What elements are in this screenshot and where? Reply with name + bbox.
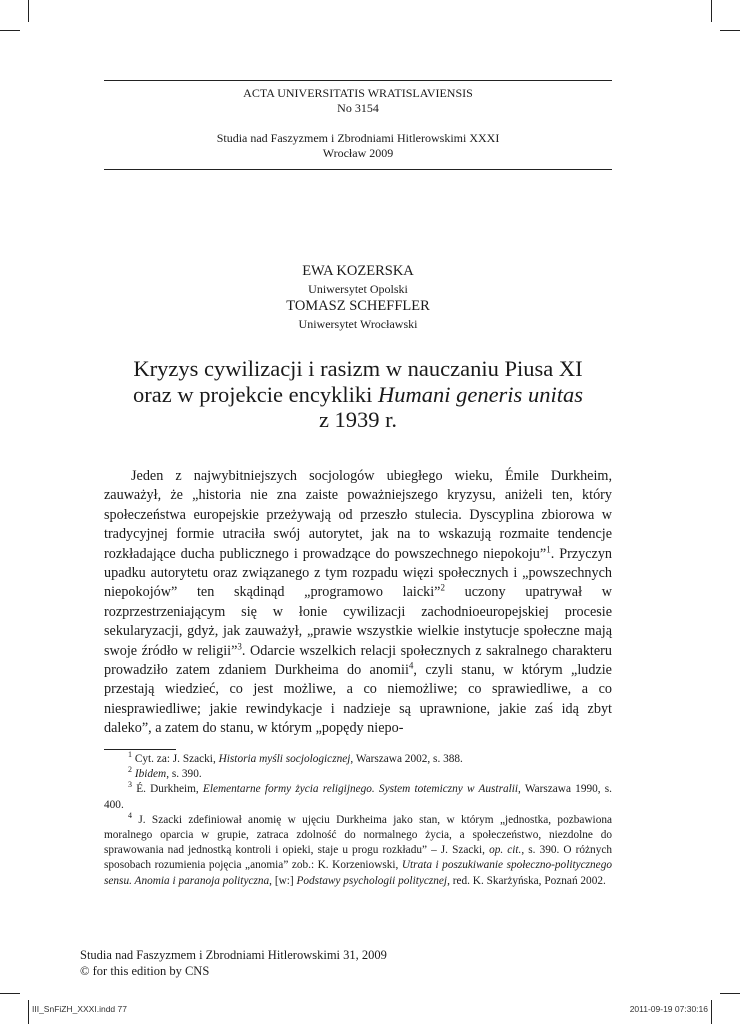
footnote-italic: Podstawy psychologii politycznej [296,874,448,887]
footnote-4 [104,813,612,889]
journal-name: ACTA UNIVERSITATIS WRATISLAVIENSIS [243,86,473,100]
header-rule-top [104,80,612,81]
footer-copyright: © for this edition by CNS [80,964,210,978]
author-name: EWA KOZERSKA [302,263,414,279]
crop-mark-top-right-h [720,30,740,31]
crop-mark-bottom-left-v [28,1000,29,1024]
footnote-number: 2 [128,765,132,775]
footnote-text: , red. K. Skarżyńska, Poznań 2002. [447,874,606,887]
print-slug-filename: III_SnFiZH_XXXI.indd 77 [32,1004,127,1014]
footnote-italic: op. cit. [489,844,522,857]
series-title: Studia nad Faszyzmem i Zbrodniami Hitlerowskimi XXXI [216,131,500,145]
title-line-1: Kryzys cywilizacji i rasizm w nauczaniu Piusa XI [133,356,583,381]
crop-mark-bottom-left-h [0,993,20,994]
crop-mark-top-right-v [711,0,712,22]
body-text-run: uczony upatrywał w rozprzestrzeniającym się w łonie cywilizacji zachodnioeuropejskiej procesie sekularyzacji, gdyż, jak zauważył, „prawie wszystkie wielkie instytucje społeczne mają swoje źródło w religii” [104,584,612,659]
footnote-italic: Historia myśli socjologicznej [218,753,351,765]
footnote-3 [104,782,612,812]
author-name: TOMASZ SCHEFFLER [286,298,430,314]
body-text [104,467,612,739]
footnotes [104,752,612,889]
author-affiliation: Uniwersytet Opolski [308,282,408,296]
footnote-number: 1 [128,750,132,760]
footnote-italic: Elementarne formy życia religijnego. System totemiczny w Australii [202,783,519,796]
footer-citation: Studia nad Faszyzmem i Zbrodniami Hitlerowskimi 31, 2009 [80,948,387,962]
body-text-run: Jeden z najwybitniejszych socjologów ubiegłego wieku, Émile Durkheim, zauważył, że „historia nie zna zaiste poważniejszego kryzysu, aniżeli ten, który społeczeństwa europejskie przeżywają od przeszło stulecia. Dyscyplina zbiorowa w tradycyjnej formie utraciła swój autorytet, jak na to wskazują rozmaite tendencje rozkładające ducha publicznego i prowadzące do powszechnego niepokoju” [104,468,612,562]
footnote-text: , Warszawa 2002, s. 388. [350,753,463,765]
journal-number: No 3154 [337,101,379,115]
crop-mark-bottom-right-v [711,1000,712,1024]
body-paragraph [104,467,612,739]
crop-mark-top-left-h [0,30,20,31]
footnote-2 [104,767,612,782]
footnote-text: Cyt. za: J. Szacki, [134,753,219,765]
footnote-text: , [w:] [269,874,297,887]
body-text-run: . Odarcie wszelkich relacji społecznych z sakralnego charakteru prowadziło zatem zdaniem Durkheima do anomii [104,642,612,679]
footnote-ref[interactable]: 3 [237,640,242,651]
crop-mark-top-left-v [28,0,29,22]
article-title [104,356,612,433]
footnote-italic: Ibidem [134,768,167,781]
footnote-ref[interactable]: 2 [440,582,445,593]
authors-block [104,262,612,332]
footnote-text: , s. 390. [166,768,202,781]
footnote-italic: Utrata i poszukiwanie społeczno-politycznego sensu. Anomia i paranoja polityczna [104,859,612,887]
footnote-ref[interactable]: 1 [546,543,551,554]
copyright-footer [80,947,387,979]
footnote-text: J. Szacki zdefiniował anomię w ujęciu Durkheima jako stan, w którym „jednostka, pozbawiona moralnego oparcia w grupie, zatraca zdolność do normalnego życia, a społeczeństwo, niezdolne do sprawowania nad jednostką kontroli i opieki, staje u progu rozkładu” – J. Szacki, [104,813,613,857]
header-rule-bottom [104,169,612,170]
footnote-text: , Warszawa 1990, s. 400. [104,783,612,811]
body-text-run: . Przyczyn upadku autorytetu oraz związanego z tym rozpadu więzi społecznych i „powszechnych niepokojów” ten skądinąd „programowo laicki” [104,545,613,601]
journal-header [104,86,612,161]
footnote-text: , s. 390. O różnych sposobach rozumienia pojęcia „anomia” zob.: K. Korzeniowski, [104,844,613,872]
title-line-3: z 1939 r. [318,407,398,432]
crop-mark-bottom-right-h [720,993,740,994]
title-line-2 [104,382,612,408]
footnote-1 [104,752,612,767]
body-text-run: , czyli stanu, w którym „ludzie przestają wiedzieć, co jest możliwe, a co niemożliwe; co sprawiedliwe, a co niesprawiedliwe; jakie rewindykacje i nadzieje są uprawnione, jakie zaś idą zbyt daleko”, a zatem do stanu, w którym „popędy niepo- [104,662,612,737]
author-affiliation: Uniwersytet Wrocławski [298,317,418,331]
footnote-number: 4 [128,811,132,821]
footnote-rule [104,749,176,750]
print-slug-timestamp: 2011-09-19 07:30:16 [629,1004,708,1014]
footnote-text: É. Durkheim, [136,783,203,796]
footnote-number: 3 [128,780,132,790]
title-encyclical-name: Humani generis unitas [377,381,583,407]
title-line-2-text: oraz w projekcie encykliki [133,381,378,407]
place-year: Wrocław 2009 [322,146,394,160]
footnote-ref[interactable]: 4 [408,660,414,671]
